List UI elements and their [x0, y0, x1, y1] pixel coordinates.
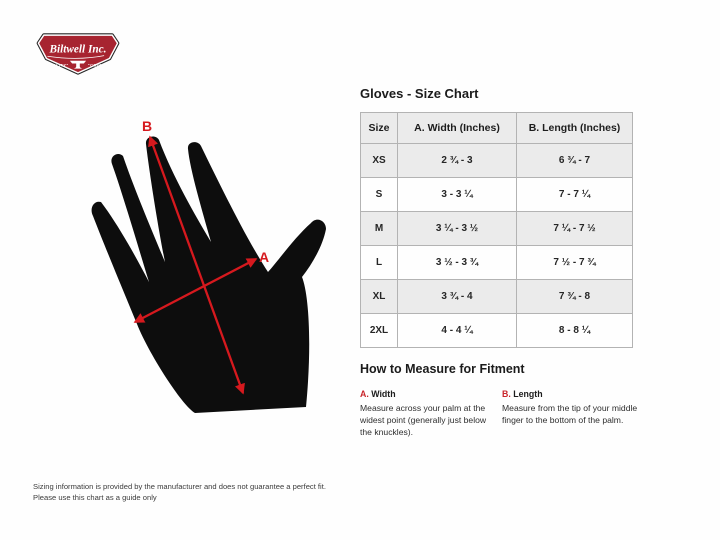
table-row — [361, 280, 633, 314]
cell-width: 3 ¾ - 4 — [398, 280, 517, 314]
hand-silhouette — [92, 137, 326, 413]
biltwell-logo — [33, 30, 123, 78]
cell-length: 7 - 7 ¼ — [517, 178, 633, 212]
arrow-label-b: B — [141, 118, 153, 134]
cell-length: 7 ¼ - 7 ½ — [517, 212, 633, 246]
arrow-label-a: A — [259, 249, 270, 265]
col-header-size: Size — [361, 113, 398, 144]
col-header-length: B. Length (Inches) — [517, 113, 633, 144]
disclaimer — [33, 481, 326, 503]
col-header-width: A. Width (Inches) — [398, 113, 517, 144]
measure-width-key: A. — [360, 389, 369, 399]
table-row — [361, 246, 633, 280]
cell-length: 6 ¾ - 7 — [517, 144, 633, 178]
measure-length-word: Length — [513, 389, 543, 399]
size-chart-table — [360, 112, 633, 348]
table-row — [361, 178, 633, 212]
measure-width-word: Width — [371, 389, 396, 399]
cell-size: XS — [361, 144, 398, 178]
measure-section-title: How to Measure for Fitment — [360, 362, 525, 376]
disclaimer-line-1: Sizing information is provided by the manufacturer and does not guarantee a perfect fit. — [33, 482, 326, 491]
table-header-row — [361, 113, 633, 144]
cell-width: 3 - 3 ¼ — [398, 178, 517, 212]
measure-item-length — [502, 388, 645, 438]
hand-measurement-diagram — [85, 115, 340, 425]
cell-size: 2XL — [361, 314, 398, 348]
cell-width: 2 ¾ - 3 — [398, 144, 517, 178]
cell-size: XL — [361, 280, 398, 314]
cell-length: 7 ½ - 7 ¾ — [517, 246, 633, 280]
measure-width-text: Measure across your palm at the widest point (generally just below the knuckles). — [360, 403, 487, 438]
measure-length-text: Measure from the tip of your middle finger to the bottom of the palm. — [502, 403, 638, 426]
logo-tagline-quality: “QUALITY” — [43, 62, 69, 68]
measure-width-label — [360, 388, 493, 400]
size-chart-title: Gloves - Size Chart — [360, 86, 479, 101]
logo-brand-text: Biltwell Inc. — [49, 43, 107, 56]
cell-size: S — [361, 178, 398, 212]
measure-length-label — [502, 388, 645, 400]
measure-instructions — [360, 388, 645, 438]
cell-size: L — [361, 246, 398, 280]
cell-length: 8 - 8 ¼ — [517, 314, 633, 348]
cell-width: 3 ½ - 3 ¾ — [398, 246, 517, 280]
cell-width: 3 ¼ - 3 ½ — [398, 212, 517, 246]
cell-size: M — [361, 212, 398, 246]
logo-tagline-counts: “COUNTS” — [87, 62, 112, 68]
disclaimer-line-2: Please use this chart as a guide only — [33, 493, 157, 502]
measure-item-width — [360, 388, 493, 438]
table-row — [361, 314, 633, 348]
cell-width: 4 - 4 ¼ — [398, 314, 517, 348]
measure-length-key: B. — [502, 389, 511, 399]
table-row — [361, 144, 633, 178]
table-row — [361, 212, 633, 246]
cell-length: 7 ¾ - 8 — [517, 280, 633, 314]
